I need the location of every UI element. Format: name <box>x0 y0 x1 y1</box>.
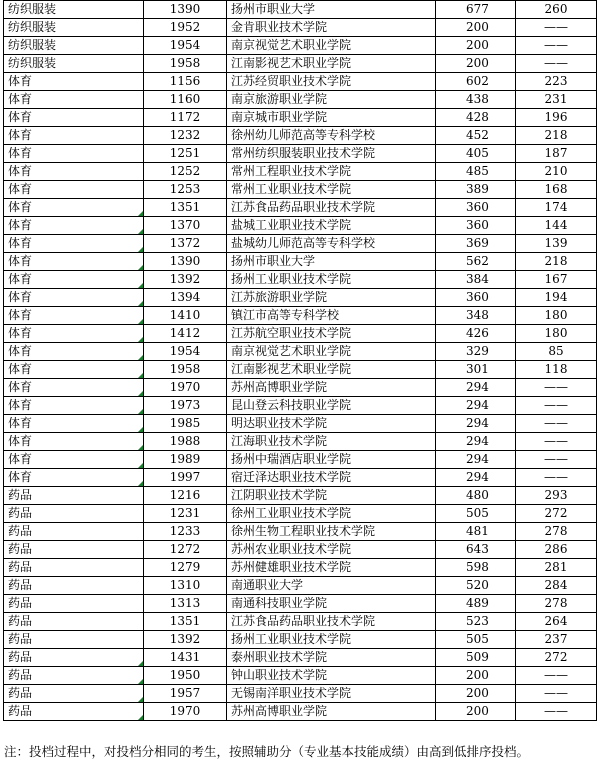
table-row <box>4 415 597 433</box>
category-cell: 体育 <box>4 397 144 415</box>
category-cell: 药品 <box>4 487 144 505</box>
code-cell: 1313 <box>144 595 227 613</box>
score-cell: 200 <box>436 55 516 73</box>
table-row <box>4 235 597 253</box>
score-cell: 294 <box>436 379 516 397</box>
aux-score-cell: —— <box>516 685 597 703</box>
score-cell: 294 <box>436 469 516 487</box>
school-cell: 江阴职业技术学院 <box>227 487 436 505</box>
aux-score-cell: —— <box>516 433 597 451</box>
school-cell: 常州工业职业技术学院 <box>227 181 436 199</box>
aux-score-cell: —— <box>516 703 597 721</box>
aux-score-cell: 139 <box>516 235 597 253</box>
category-cell: 药品 <box>4 649 144 667</box>
table-row <box>4 559 597 577</box>
aux-score-cell: 223 <box>516 73 597 91</box>
code-cell: 1958 <box>144 55 227 73</box>
school-cell: 扬州工业职业技术学院 <box>227 271 436 289</box>
score-cell: 598 <box>436 559 516 577</box>
aux-score-cell: 218 <box>516 127 597 145</box>
category-cell: 体育 <box>4 253 144 271</box>
code-cell: 1372 <box>144 235 227 253</box>
school-cell: 江苏食品药品职业技术学院 <box>227 199 436 217</box>
score-cell: 360 <box>436 217 516 235</box>
code-cell: 1233 <box>144 523 227 541</box>
table-row <box>4 145 597 163</box>
school-cell: 常州纺织服装职业技术学院 <box>227 145 436 163</box>
aux-score-cell: 218 <box>516 253 597 271</box>
score-cell: 200 <box>436 667 516 685</box>
score-cell: 301 <box>436 361 516 379</box>
code-cell: 1950 <box>144 667 227 685</box>
table-row <box>4 217 597 235</box>
aux-score-cell: 278 <box>516 523 597 541</box>
code-cell: 1216 <box>144 487 227 505</box>
school-cell: 扬州市职业大学 <box>227 253 436 271</box>
category-cell: 体育 <box>4 217 144 235</box>
category-cell: 体育 <box>4 145 144 163</box>
aux-score-cell: 196 <box>516 109 597 127</box>
table-row <box>4 253 597 271</box>
aux-score-cell: —— <box>516 55 597 73</box>
school-cell: 常州工程职业技术学院 <box>227 163 436 181</box>
category-cell: 体育 <box>4 91 144 109</box>
aux-score-cell: —— <box>516 415 597 433</box>
category-cell: 体育 <box>4 127 144 145</box>
aux-score-cell: 286 <box>516 541 597 559</box>
score-cell: 509 <box>436 649 516 667</box>
score-cell: 485 <box>436 163 516 181</box>
table-row <box>4 523 597 541</box>
school-cell: 扬州市职业大学 <box>227 1 436 19</box>
category-cell: 药品 <box>4 523 144 541</box>
school-cell: 昆山登云科技职业学院 <box>227 397 436 415</box>
score-cell: 200 <box>436 37 516 55</box>
school-cell: 江苏食品药品职业技术学院 <box>227 613 436 631</box>
category-cell: 体育 <box>4 181 144 199</box>
table-row <box>4 109 597 127</box>
school-cell: 南通职业大学 <box>227 577 436 595</box>
score-cell: 389 <box>436 181 516 199</box>
school-cell: 扬州工业职业技术学院 <box>227 631 436 649</box>
aux-score-cell: 144 <box>516 217 597 235</box>
code-cell: 1253 <box>144 181 227 199</box>
score-cell: 562 <box>436 253 516 271</box>
aux-score-cell: 272 <box>516 505 597 523</box>
table-row <box>4 307 597 325</box>
category-cell: 药品 <box>4 505 144 523</box>
school-cell: 南京视觉艺术职业学院 <box>227 37 436 55</box>
code-cell: 1410 <box>144 307 227 325</box>
school-cell: 江苏旅游职业学院 <box>227 289 436 307</box>
score-cell: 505 <box>436 505 516 523</box>
category-cell: 药品 <box>4 595 144 613</box>
code-cell: 1310 <box>144 577 227 595</box>
aux-score-cell: —— <box>516 379 597 397</box>
category-cell: 药品 <box>4 577 144 595</box>
table-row <box>4 487 597 505</box>
score-cell: 602 <box>436 73 516 91</box>
school-cell: 江海职业技术学院 <box>227 433 436 451</box>
category-cell: 体育 <box>4 271 144 289</box>
school-cell: 徐州生物工程职业技术学院 <box>227 523 436 541</box>
score-cell: 294 <box>436 451 516 469</box>
table-row <box>4 37 597 55</box>
code-cell: 1351 <box>144 199 227 217</box>
school-cell: 南通科技职业学院 <box>227 595 436 613</box>
score-cell: 294 <box>436 415 516 433</box>
table-row <box>4 199 597 217</box>
category-cell: 体育 <box>4 199 144 217</box>
code-cell: 1390 <box>144 253 227 271</box>
code-cell: 1431 <box>144 649 227 667</box>
category-cell: 体育 <box>4 361 144 379</box>
school-cell: 钟山职业技术学院 <box>227 667 436 685</box>
aux-score-cell: —— <box>516 667 597 685</box>
table-row <box>4 289 597 307</box>
aux-score-cell: 118 <box>516 361 597 379</box>
category-cell: 体育 <box>4 343 144 361</box>
category-cell: 纺织服装 <box>4 19 144 37</box>
score-cell: 505 <box>436 631 516 649</box>
aux-score-cell: —— <box>516 397 597 415</box>
school-cell: 江南影视艺术职业学院 <box>227 361 436 379</box>
school-cell: 泰州职业技术学院 <box>227 649 436 667</box>
score-cell: 294 <box>436 433 516 451</box>
table-row <box>4 451 597 469</box>
category-cell: 药品 <box>4 613 144 631</box>
score-cell: 200 <box>436 19 516 37</box>
aux-score-cell: —— <box>516 451 597 469</box>
code-cell: 1172 <box>144 109 227 127</box>
school-cell: 苏州高博职业学院 <box>227 379 436 397</box>
table-row <box>4 613 597 631</box>
table-row <box>4 361 597 379</box>
code-cell: 1390 <box>144 1 227 19</box>
category-cell: 体育 <box>4 235 144 253</box>
table-row <box>4 433 597 451</box>
aux-score-cell: 85 <box>516 343 597 361</box>
code-cell: 1279 <box>144 559 227 577</box>
score-cell: 329 <box>436 343 516 361</box>
score-cell: 438 <box>436 91 516 109</box>
category-cell: 药品 <box>4 631 144 649</box>
table-row <box>4 19 597 37</box>
aux-score-cell: 278 <box>516 595 597 613</box>
score-cell: 489 <box>436 595 516 613</box>
table-row <box>4 649 597 667</box>
code-cell: 1973 <box>144 397 227 415</box>
score-cell: 480 <box>436 487 516 505</box>
code-cell: 1985 <box>144 415 227 433</box>
score-cell: 523 <box>436 613 516 631</box>
table-row <box>4 595 597 613</box>
table-row <box>4 91 597 109</box>
category-cell: 药品 <box>4 703 144 721</box>
table-row <box>4 685 597 703</box>
school-cell: 宿迁泽达职业技术学院 <box>227 469 436 487</box>
score-cell: 200 <box>436 685 516 703</box>
score-cell: 348 <box>436 307 516 325</box>
table-row <box>4 271 597 289</box>
aux-score-cell: 187 <box>516 145 597 163</box>
aux-score-cell: —— <box>516 37 597 55</box>
table-row <box>4 505 597 523</box>
code-cell: 1251 <box>144 145 227 163</box>
category-cell: 纺织服装 <box>4 55 144 73</box>
code-cell: 1392 <box>144 631 227 649</box>
score-cell: 360 <box>436 289 516 307</box>
table-row <box>4 1 597 19</box>
table-body <box>4 1 597 721</box>
category-cell: 药品 <box>4 541 144 559</box>
score-cell: 677 <box>436 1 516 19</box>
score-cell: 405 <box>436 145 516 163</box>
category-cell: 药品 <box>4 685 144 703</box>
code-cell: 1989 <box>144 451 227 469</box>
score-cell: 643 <box>436 541 516 559</box>
aux-score-cell: —— <box>516 19 597 37</box>
category-cell: 体育 <box>4 73 144 91</box>
category-cell: 药品 <box>4 559 144 577</box>
code-cell: 1392 <box>144 271 227 289</box>
school-cell: 江苏航空职业技术学院 <box>227 325 436 343</box>
table-row <box>4 163 597 181</box>
aux-score-cell: 293 <box>516 487 597 505</box>
table-row <box>4 127 597 145</box>
code-cell: 1957 <box>144 685 227 703</box>
score-cell: 360 <box>436 199 516 217</box>
category-cell: 纺织服装 <box>4 37 144 55</box>
school-cell: 南京视觉艺术职业学院 <box>227 343 436 361</box>
score-cell: 200 <box>436 703 516 721</box>
aux-score-cell: 180 <box>516 325 597 343</box>
aux-score-cell: 260 <box>516 1 597 19</box>
school-cell: 徐州工业职业技术学院 <box>227 505 436 523</box>
aux-score-cell: 272 <box>516 649 597 667</box>
table-row <box>4 631 597 649</box>
category-cell: 药品 <box>4 667 144 685</box>
score-cell: 481 <box>436 523 516 541</box>
category-cell: 体育 <box>4 433 144 451</box>
table-row <box>4 73 597 91</box>
table-row <box>4 667 597 685</box>
school-cell: 扬州中瑞酒店职业学院 <box>227 451 436 469</box>
category-cell: 体育 <box>4 415 144 433</box>
code-cell: 1156 <box>144 73 227 91</box>
aux-score-cell: 281 <box>516 559 597 577</box>
aux-score-cell: 231 <box>516 91 597 109</box>
score-cell: 369 <box>436 235 516 253</box>
school-cell: 盐城工业职业技术学院 <box>227 217 436 235</box>
code-cell: 1232 <box>144 127 227 145</box>
category-cell: 体育 <box>4 307 144 325</box>
code-cell: 1412 <box>144 325 227 343</box>
code-cell: 1272 <box>144 541 227 559</box>
school-cell: 徐州幼儿师范高等专科学校 <box>227 127 436 145</box>
aux-score-cell: —— <box>516 469 597 487</box>
table-row <box>4 397 597 415</box>
code-cell: 1394 <box>144 289 227 307</box>
code-cell: 1370 <box>144 217 227 235</box>
code-cell: 1970 <box>144 703 227 721</box>
aux-score-cell: 180 <box>516 307 597 325</box>
school-cell: 苏州农业职业技术学院 <box>227 541 436 559</box>
code-cell: 1970 <box>144 379 227 397</box>
category-cell: 纺织服装 <box>4 1 144 19</box>
code-cell: 1958 <box>144 361 227 379</box>
table-row <box>4 325 597 343</box>
table-row <box>4 469 597 487</box>
school-cell: 镇江市高等专科学校 <box>227 307 436 325</box>
category-cell: 体育 <box>4 469 144 487</box>
school-cell: 无锡南洋职业技术学院 <box>227 685 436 703</box>
table-row <box>4 703 597 721</box>
aux-score-cell: 167 <box>516 271 597 289</box>
school-cell: 苏州健雄职业技术学院 <box>227 559 436 577</box>
footnote: 注：投档过程中，对投档分相同的考生，按照辅助分（专业基本技能成绩）由高到低排序投档。 <box>4 744 530 759</box>
code-cell: 1954 <box>144 343 227 361</box>
aux-score-cell: 237 <box>516 631 597 649</box>
school-cell: 南京城市职业学院 <box>227 109 436 127</box>
aux-score-cell: 264 <box>516 613 597 631</box>
score-cell: 384 <box>436 271 516 289</box>
table-row <box>4 379 597 397</box>
school-cell: 南京旅游职业学院 <box>227 91 436 109</box>
table-row <box>4 55 597 73</box>
category-cell: 体育 <box>4 109 144 127</box>
score-cell: 426 <box>436 325 516 343</box>
code-cell: 1997 <box>144 469 227 487</box>
score-cell: 294 <box>436 397 516 415</box>
table-row <box>4 541 597 559</box>
code-cell: 1231 <box>144 505 227 523</box>
score-cell: 520 <box>436 577 516 595</box>
category-cell: 体育 <box>4 379 144 397</box>
code-cell: 1252 <box>144 163 227 181</box>
category-cell: 体育 <box>4 325 144 343</box>
school-cell: 苏州高博职业学院 <box>227 703 436 721</box>
school-cell: 江南影视艺术职业学院 <box>227 55 436 73</box>
aux-score-cell: 194 <box>516 289 597 307</box>
aux-score-cell: 174 <box>516 199 597 217</box>
school-cell: 明达职业技术学院 <box>227 415 436 433</box>
code-cell: 1160 <box>144 91 227 109</box>
score-cell: 428 <box>436 109 516 127</box>
code-cell: 1351 <box>144 613 227 631</box>
category-cell: 体育 <box>4 451 144 469</box>
code-cell: 1954 <box>144 37 227 55</box>
school-cell: 盐城幼儿师范高等专科学校 <box>227 235 436 253</box>
aux-score-cell: 168 <box>516 181 597 199</box>
school-cell: 金肯职业技术学院 <box>227 19 436 37</box>
code-cell: 1988 <box>144 433 227 451</box>
score-cell: 452 <box>436 127 516 145</box>
code-cell: 1952 <box>144 19 227 37</box>
table-row <box>4 343 597 361</box>
school-cell: 江苏经贸职业技术学院 <box>227 73 436 91</box>
aux-score-cell: 284 <box>516 577 597 595</box>
admission-table <box>3 0 597 721</box>
table-row <box>4 577 597 595</box>
category-cell: 体育 <box>4 163 144 181</box>
aux-score-cell: 210 <box>516 163 597 181</box>
category-cell: 体育 <box>4 289 144 307</box>
table-row <box>4 181 597 199</box>
